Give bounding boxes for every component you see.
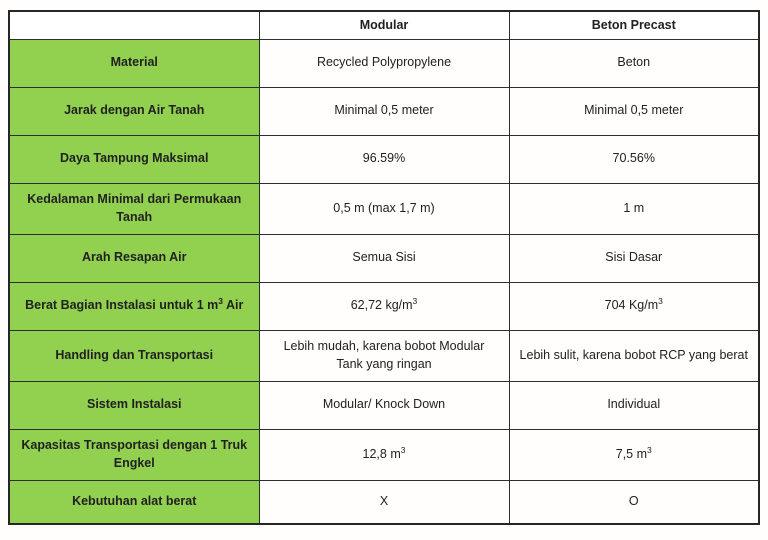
cell-text: Arah Resapan Air	[82, 250, 187, 265]
cell-text: 0,5 m (max 1,7 m)	[333, 200, 435, 215]
beton-cell	[509, 480, 759, 524]
header-cell-empty	[9, 11, 259, 39]
cell-text: Kebutuhan alat berat	[72, 494, 197, 508]
row-header-cell	[9, 234, 259, 282]
modular-cell	[259, 480, 509, 524]
modular-cell	[259, 381, 509, 429]
cell-text: Sistem Instalasi	[87, 397, 182, 412]
cell-text-tail: Air	[222, 298, 244, 313]
cell-superscript: 3	[412, 296, 418, 307]
cell-text: Sisi Dasar	[605, 250, 663, 265]
table-row-sistem-instalasi	[9, 381, 759, 429]
beton-cell	[509, 330, 759, 381]
header-cell-modular: Modular	[259, 11, 509, 39]
beton-cell	[509, 234, 759, 282]
row-header-cell	[9, 330, 259, 381]
table-header-row	[9, 11, 759, 39]
table-row-kapasitas-transportasi	[9, 429, 759, 480]
comparison-table	[8, 10, 760, 525]
beton-cell	[509, 39, 759, 87]
row-header-cell	[9, 87, 259, 135]
cell-text: Daya Tampung Maksimal	[60, 151, 209, 166]
cell-text: Recycled Polypropylene	[316, 55, 452, 70]
cell-text: O	[628, 494, 639, 508]
row-header-cell	[9, 282, 259, 330]
cell-superscript: 3	[218, 296, 223, 307]
modular-cell	[259, 87, 509, 135]
modular-cell	[259, 429, 509, 480]
row-header-cell	[9, 429, 259, 480]
modular-cell	[259, 135, 509, 183]
table-row-arah-resapan	[9, 234, 759, 282]
cell-text: Beton	[617, 55, 651, 70]
beton-cell	[509, 381, 759, 429]
cell-text: 1 m	[623, 200, 645, 215]
beton-cell	[509, 87, 759, 135]
cell-text: 70.56%	[612, 151, 655, 166]
row-header-cell	[9, 183, 259, 234]
modular-cell	[259, 282, 509, 330]
modular-cell	[259, 234, 509, 282]
cell-text: Material	[110, 55, 158, 70]
row-header-cell	[9, 480, 259, 524]
cell-text: 62,72 kg/m	[350, 298, 413, 313]
cell-text: Lebih mudah, karena bobot Modular Tank yang ringan	[283, 339, 485, 371]
cell-text: 704 Kg/m	[604, 298, 659, 313]
cell-text: Individual	[607, 397, 661, 412]
cell-superscript: 3	[658, 296, 663, 307]
header-cell-beton-precast: Beton Precast	[509, 11, 759, 39]
table-row-berat-instalasi	[9, 282, 759, 330]
cell-text: Minimal 0,5 meter	[334, 103, 434, 118]
table-row-handling-transportasi	[9, 330, 759, 381]
cell-text: Handling dan Transportasi	[55, 347, 214, 362]
row-header-cell	[9, 39, 259, 87]
row-header-cell	[9, 381, 259, 429]
cell-text: X	[379, 494, 389, 508]
beton-cell	[509, 429, 759, 480]
cell-text: 96.59%	[362, 151, 406, 166]
table-row-jarak-air-tanah	[9, 87, 759, 135]
cell-superscript: 3	[400, 444, 406, 455]
row-header-cell	[9, 135, 259, 183]
modular-cell	[259, 183, 509, 234]
beton-cell	[509, 282, 759, 330]
table-row-kedalaman-minimal	[9, 183, 759, 234]
beton-cell	[509, 183, 759, 234]
cell-text: 7,5 m	[615, 446, 648, 461]
modular-cell	[259, 39, 509, 87]
cell-text: Jarak dengan Air Tanah	[64, 103, 205, 118]
table-row-kebutuhan-alat-berat	[9, 480, 759, 524]
beton-cell	[509, 135, 759, 183]
table-row-material	[9, 39, 759, 87]
cell-text: 12,8 m	[362, 446, 401, 461]
cell-text: Semua Sisi	[352, 250, 416, 265]
cell-text: Modular/ Knock Down	[322, 397, 446, 412]
cell-text: Berat Bagian Instalasi untuk 1 m	[25, 298, 219, 313]
cell-text: Kedalaman Minimal dari Permukaan Tanah	[27, 192, 242, 224]
cell-text: Minimal 0,5 meter	[584, 103, 684, 118]
cell-superscript: 3	[647, 444, 652, 455]
modular-cell	[259, 330, 509, 381]
table-row-daya-tampung	[9, 135, 759, 183]
cell-text: Lebih sulit, karena bobot RCP yang berat	[519, 347, 748, 362]
cell-text: Kapasitas Transportasi dengan 1 Truk Engkel	[21, 438, 248, 470]
